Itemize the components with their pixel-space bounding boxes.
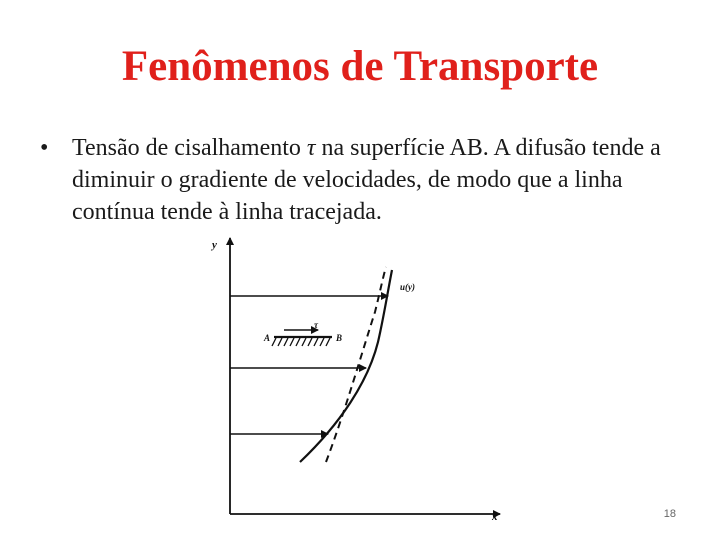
curve-label: u(y) — [400, 282, 415, 292]
surface-hatching — [272, 338, 330, 346]
bullet-text — [72, 132, 700, 228]
bullet-text-end: na superfície AB. A difusão tende a diminuir o gradiente de velocidades, de modo que a linha contínua tende à linha tracejada. — [72, 135, 661, 225]
point-b-label: B — [336, 333, 343, 343]
point-a-label: A — [264, 333, 271, 343]
tau-symbol: τ — [306, 135, 316, 161]
bullet-marker: • — [40, 135, 49, 161]
velocity-profile-figure — [200, 232, 510, 527]
velocity-profile-diagram — [200, 232, 510, 522]
bullet-text-start: Tensão de cisalhamento — [72, 135, 307, 161]
shear-stress-label: τ — [314, 320, 318, 330]
slide-title: Fenômenos de Transporte — [121, 43, 599, 90]
y-axis-label: y — [212, 239, 217, 251]
bullet-item — [40, 132, 700, 228]
x-axis-label: x — [492, 511, 498, 522]
page-number: 18 — [663, 508, 676, 520]
